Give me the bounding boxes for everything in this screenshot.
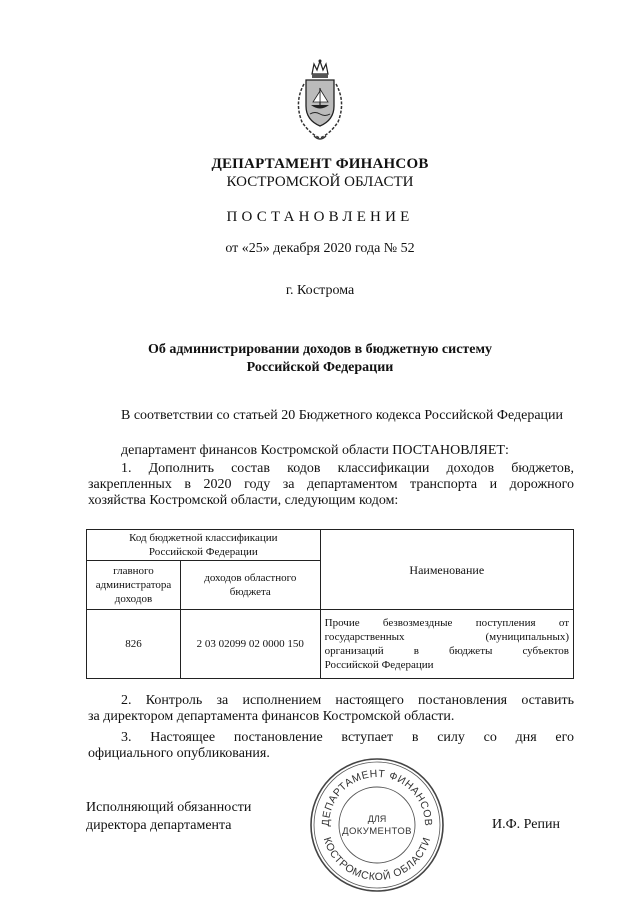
stamp-outer-top-text: ДЕПАРТАМЕНТ ФИНАНСОВ bbox=[319, 767, 435, 827]
item-2-line-2: за директором департамента финансов Костромской области. bbox=[88, 709, 455, 724]
code-group-header: Код бюджетной классификации Российской Федерации bbox=[87, 530, 321, 561]
coat-of-arms-icon bbox=[290, 58, 350, 142]
stamp-inner-line-2: ДОКУМЕНТОВ bbox=[342, 826, 412, 837]
admin-code-cell: 826 bbox=[87, 610, 181, 679]
official-stamp bbox=[308, 756, 446, 894]
paragraph-legal-basis: В соответствии со статьей 20 Бюджетного кодекса Российской Федерации bbox=[121, 408, 564, 423]
department-name: ДЕПАРТАМЕНТ ФИНАНСОВ bbox=[211, 156, 429, 172]
table-header-row bbox=[87, 530, 574, 561]
item-2-line-1: 2. Контроль за исполнением настоящего постановления оставить bbox=[121, 693, 574, 708]
stamp-inner-line-1: ДЛЯ bbox=[367, 814, 387, 824]
department-region: КОСТРОМСКОЙ ОБЛАСТИ bbox=[226, 174, 414, 190]
subject-line-2: Российской Федерации bbox=[246, 360, 394, 375]
item-1-line-3: хозяйства Костромской области, следующим кодом: bbox=[88, 493, 399, 508]
document-type: ПОСТАНОВЛЕНИЕ bbox=[226, 209, 414, 225]
stamp-outer-bottom-text: КОСТРОМСКОЙ ОБЛАСТИ bbox=[320, 835, 434, 884]
income-code-cell: 2 03 02099 02 0000 150 bbox=[180, 610, 320, 679]
income-name-cell: Прочие безвозмездные поступления от государственных (муниципальных) организаций в бюджеты субъектов Российской Федерации bbox=[320, 610, 573, 679]
item-3-line-1: 3. Настоящее постановление вступает в силу со дня его bbox=[121, 730, 574, 745]
document-date: от «25» декабря 2020 года № 52 bbox=[225, 241, 415, 256]
paragraph-item-1 bbox=[88, 461, 574, 509]
document-city: г. Кострома bbox=[285, 283, 355, 298]
svg-text:КОСТРОМСКОЙ ОБЛАСТИ bbox=[321, 836, 434, 883]
item-1-line-2: закрепленных в 2020 году за департаментом транспорта и дорожного bbox=[88, 477, 574, 492]
income-code-column-header: доходов областного бюджета bbox=[180, 561, 320, 610]
paragraph-resolves: департамент финансов Костромской области ПОСТАНОВЛЯЕТ: bbox=[121, 443, 509, 458]
document-subject bbox=[0, 341, 640, 377]
item-3-line-2: официального опубликования. bbox=[88, 746, 270, 761]
signatory-position: Исполняющий обязанности директора департамента bbox=[86, 800, 252, 833]
admin-code-column-header: главного администратора доходов bbox=[87, 561, 181, 610]
name-column-header: Наименование bbox=[320, 530, 573, 610]
table-row bbox=[87, 610, 574, 679]
paragraph-item-2 bbox=[88, 693, 574, 725]
budget-codes-table bbox=[86, 529, 574, 679]
item-1-line-1: 1. Дополнить состав кодов классификации доходов бюджетов, bbox=[121, 461, 574, 476]
subject-line-1: Об администрировании доходов в бюджетную систему bbox=[147, 342, 493, 357]
signatory-name: И.Ф. Репин bbox=[492, 817, 560, 832]
